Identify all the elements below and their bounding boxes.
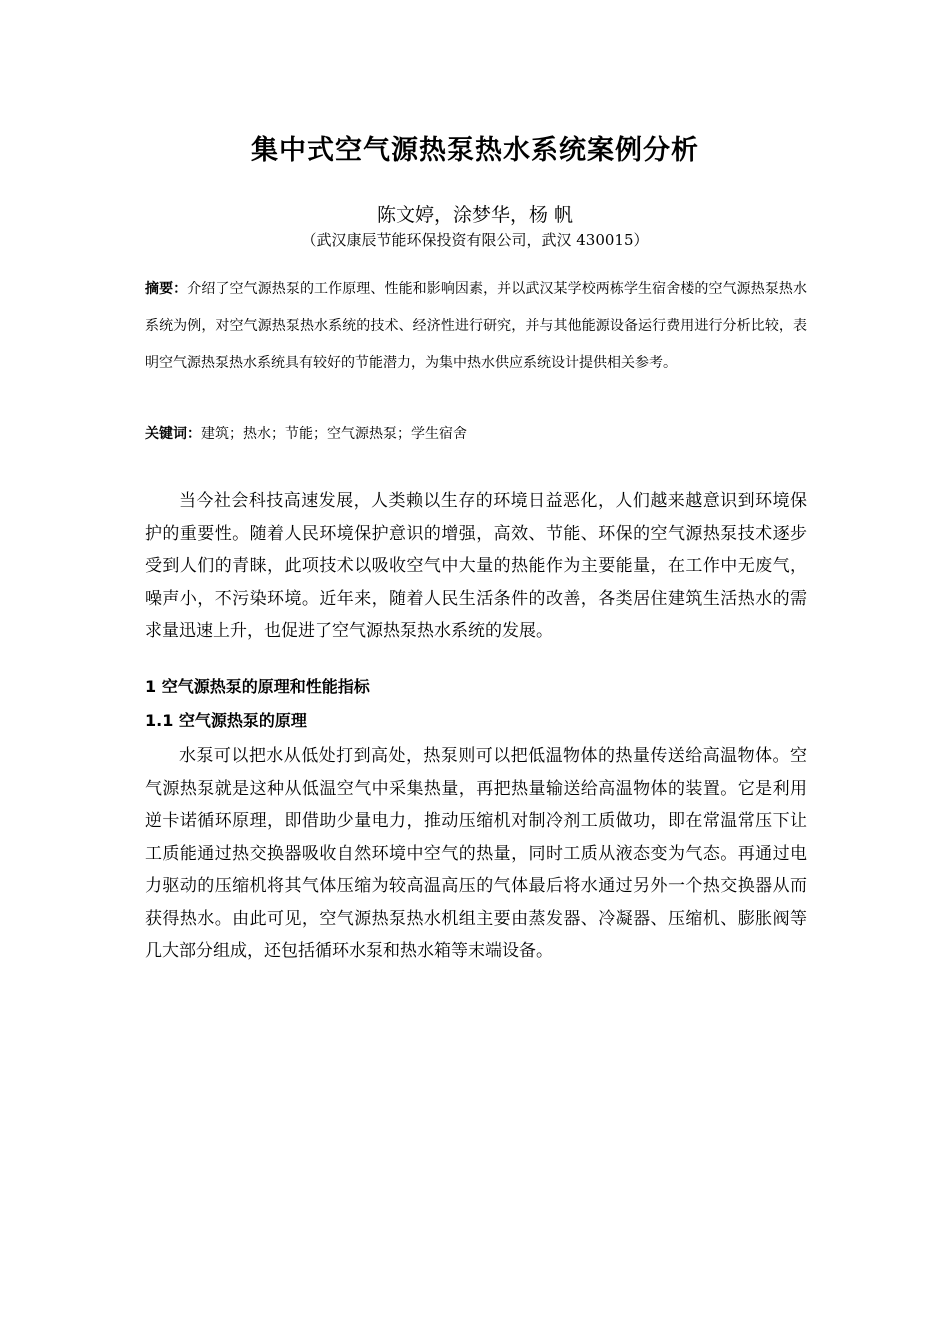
intro-paragraph: 当今社会科技高速发展，人类赖以生存的环境日益恶化，人们越来越意识到环境保护的重要性。随着人民环境保护意识的增强，高效、节能、环保的空气源热泵技术逐步受到人们的青睐，此项技术以吸收空气中大量的热能作为主要能量，在工作中无废气，噪声小，不污染环境。近年来，随着人民生活条件的改善，各类居住建筑生活热水的需求量迅速上升，也促进了空气源热泵热水系统的发展。 <box>145 491 807 641</box>
author-list: 陈文婷，涂梦华，杨 帆 <box>376 204 574 226</box>
keywords-text: 建筑；热水；节能；空气源热泵；学生宿舍 <box>201 426 467 442</box>
author-affiliation: （武汉康辰节能环保投资有限公司，武汉 430015） <box>301 231 649 249</box>
keywords-label: 关键词： <box>145 426 201 442</box>
subsection-heading: 1.1 空气源热泵的原理 <box>145 711 307 730</box>
subsection-paragraph: 水泵可以把水从低处打到高处，热泵则可以把低温物体的热量传送给高温物体。空气源热泵就是这种从低温空气中采集热量，再把热量输送给高温物体的装置。它是利用逆卡诺循环原理，即借助少量电力，推动压缩机对制冷剂工质做功，即在常温常压下让工质能通过热交换器吸收自然环境中空气的热量，同时工质从液态变为气态。再通过电力驱动的压缩机将其气体压缩为较高温高压的气体最后将水通过另外一个热交换器从而获得热水。由此可见，空气源热泵热水机组主要由蒸发器、冷凝器、压缩机、膨胀阀等几大部分组成，还包括循环水泵和热水箱等末端设备。 <box>145 746 807 961</box>
paper-title: 集中式空气源热泵热水系统案例分析 <box>251 135 699 166</box>
abstract-label: 摘要： <box>145 281 188 297</box>
abstract-text: 介绍了空气源热泵的工作原理、性能和影响因素，并以武汉某学校两栋学生宿舍楼的空气源热泵热水系统为例，对空气源热泵热水系统的技术、经济性进行研究，并与其他能源设备运行费用进行分析比较，表明空气源热泵热水系统具有较好的节能潜力，为集中热水供应系统设计提供相关参考。 <box>145 281 808 371</box>
keywords-block <box>145 421 807 447</box>
abstract-block <box>145 271 807 382</box>
section-heading: 1 空气源热泵的原理和性能指标 <box>145 677 370 696</box>
